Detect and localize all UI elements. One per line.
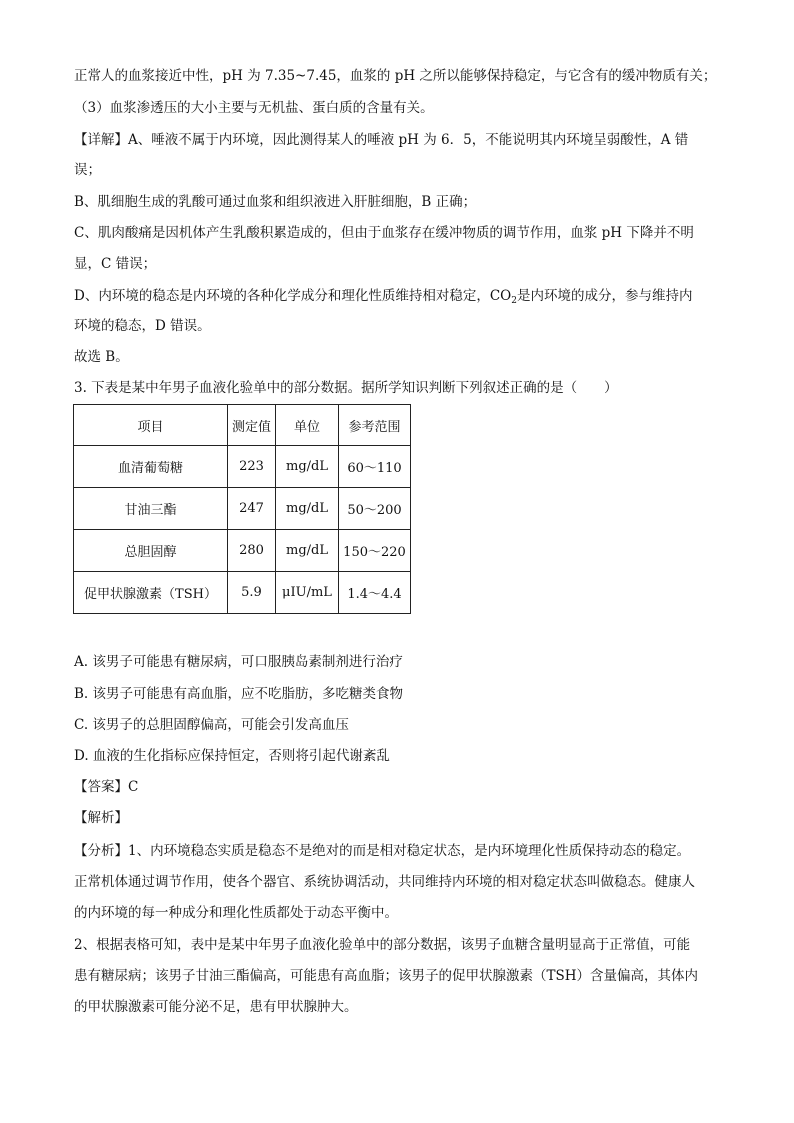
text-line: 环境的稳态，D 错误。 [74,318,211,334]
table-cell: 247 [228,488,276,530]
text-line: 【详解】A、唾液不属于内环境，因此测得某人的唾液 pH 为 6．5，不能说明其内环境呈弱酸性，A 错 [74,132,689,148]
table-header: 测定值 [228,405,276,446]
text-line: 故选 B。 [74,349,129,365]
text-span: 是内环境的成分，参与维持内 [516,288,693,304]
text-line [74,286,692,311]
table-cell: 血清葡萄糖 [74,446,228,488]
table-cell: 促甲状腺激素（TSH） [74,572,228,614]
table-header: 参考范围 [339,405,411,446]
text-span: D、内环境的稳态是内环境的各种化学成分和理化性质维持相对稳定，CO [74,288,512,304]
analysis-line: 2、根据表格可知，表中是某中年男子血液化验单中的部分数据，该男子血糖含量明显高于正常值，可能 [74,937,691,953]
analysis-line: 【分析】1、内环境稳态实质是稳态不是绝对的而是相对稳定状态，是内环境理化性质保持动态的稳定。 [74,843,691,859]
text-line: 误； [74,162,101,178]
table-cell: 甘油三酯 [74,488,228,530]
table-row [74,488,411,530]
table-cell: 总胆固醇 [74,530,228,572]
text-line: 显，C 错误； [74,256,157,272]
table-cell: 5.9 [228,572,276,614]
table-row [74,572,411,614]
option-c: C. 该男子的总胆固醇偏高，可能会引发高血压 [74,717,349,733]
table-cell: 150～220 [339,530,411,572]
table-header: 单位 [276,405,339,446]
analysis-line: 的内环境的每一种成分和理化性质都处于动态平衡中。 [74,905,398,921]
option-b: B. 该男子可能患有高血脂，应不吃脂肪，多吃糖类食物 [74,686,404,702]
analysis-line: 患有糖尿病；该男子甘油三酯偏高，可能患有高血脂；该男子的促甲状腺激素（TSH）含量偏高，其体内 [74,968,699,984]
table-header: 项目 [74,405,228,446]
text-line: （3）血浆渗透压的大小主要与无机盐、蛋白质的含量有关。 [74,100,434,116]
text-line: B、肌细胞生成的乳酸可通过血浆和组织液进入肝脏细胞，B 正确； [74,194,477,210]
table-cell: 60～110 [339,446,411,488]
table-row [74,446,411,488]
table-cell: mg/dL [276,488,339,530]
table-cell: 50～200 [339,488,411,530]
option-a: A. 该男子可能患有糖尿病，可口服胰岛素制剂进行治疗 [74,654,403,670]
table-cell: μIU/mL [276,572,339,614]
subscript: 2 [511,296,517,306]
table-cell: 1.4～4.4 [339,572,411,614]
analysis-title: 【解析】 [74,810,128,826]
analysis-line: 正常机体通过调节作用，使各个器官、系统协调活动，共同维持内环境的相对稳定状态叫做稳态。健康人 [74,874,695,890]
question-stem: 3. 下表是某中年男子血液化验单中的部分数据。据所学知识判断下列叙述正确的是（ ） [74,380,618,396]
table-header-row [74,405,411,446]
text-line: 正常人的血浆接近中性，pH 为 7.35~7.45，血浆的 pH 之所以能够保持稳定，与它含有的缓冲物质有关； [74,68,717,84]
table-cell: mg/dL [276,530,339,572]
analysis-line: 的甲状腺激素可能分泌不足，患有甲状腺肿大。 [74,999,358,1015]
table-row [74,530,411,572]
text-line: C、肌肉酸痛是因机体产生乳酸积累造成的，但由于血浆存在缓冲物质的调节作用，血浆 pH 下降并不明 [74,225,694,241]
answer-label: 【答案】C [74,779,139,795]
table-cell: 223 [228,446,276,488]
table-cell: mg/dL [276,446,339,488]
option-d: D. 血液的生化指标应保持恒定，否则将引起代谢紊乱 [74,748,390,764]
lab-results-table [73,404,411,614]
table-cell: 280 [228,530,276,572]
